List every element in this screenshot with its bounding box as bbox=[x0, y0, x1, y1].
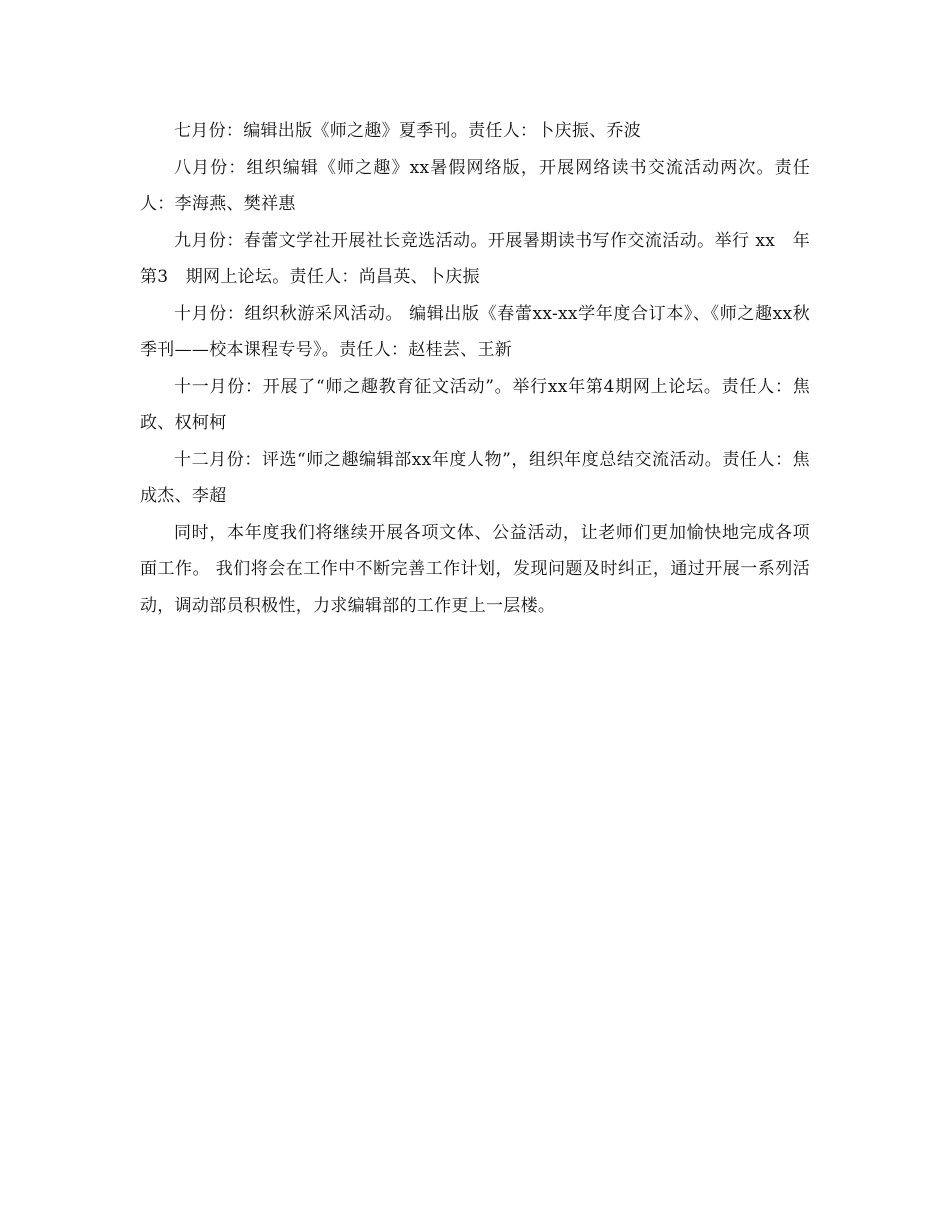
paragraph-august: 八月份：组织编辑《师之趣》xx暑假网络版，开展网络读书交流活动两次。责任人：李海燕、樊祥惠 bbox=[140, 157, 810, 214]
paragraph-october: 十月份：组织秋游采风活动。 编辑出版《春蕾xx-xx学年度合订本》、《师之趣xx秋季刊——校本课程专号》。责任人：赵桂芸、王新 bbox=[140, 303, 810, 360]
paragraph-september: 九月份：春蕾文学社开展社长竞选活动。开展暑期读书写作交流活动。举行 xx 年第3 期网上论坛。责任人：尚昌英、卜庆振 bbox=[140, 230, 810, 287]
paragraph-november: 十一月份：开展了“师之趣教育征文活动”。举行xx年第4期网上论坛。责任人：焦政、权柯柯 bbox=[140, 376, 810, 433]
paragraph-december: 十二月份：评选“师之趣编辑部xx年度人物”，组织年度总结交流活动。责任人：焦成杰、李超 bbox=[140, 449, 810, 506]
paragraph-closing: 同时，本年度我们将继续开展各项文体、公益活动，让老师们更加愉快地完成各项面工作。 我们将会在工作中不断完善工作计划，发现问题及时纠正，通过开展一系列活动，调动部员积极性，力求编辑部的工作更上一层楼。 bbox=[140, 522, 810, 616]
paragraph-july: 七月份：编辑出版《师之趣》夏季刊。责任人：卜庆振、乔波 bbox=[174, 121, 642, 141]
document-body bbox=[140, 113, 810, 624]
